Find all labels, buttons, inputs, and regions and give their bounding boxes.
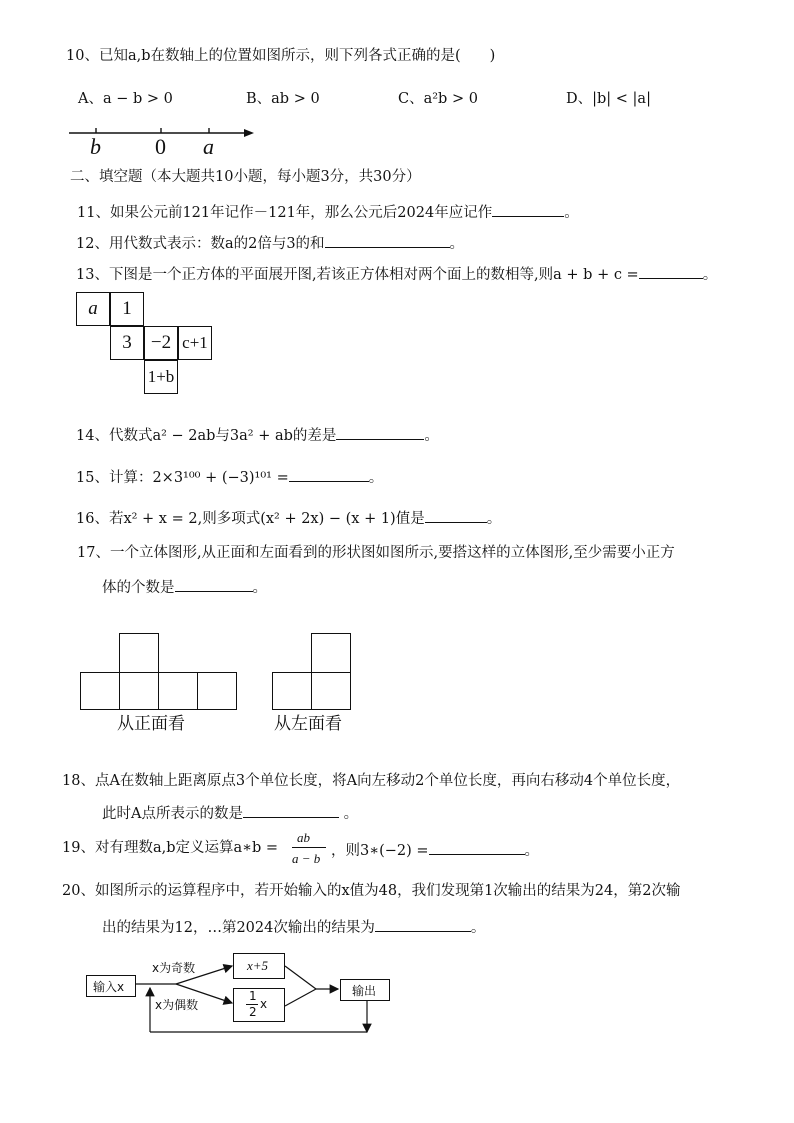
q19-pre: 19、对有理数a,b定义运算a∗b = xyxy=(62,840,279,856)
net-cell-neg2: −2 xyxy=(144,326,178,360)
axis-label-zero: 0 xyxy=(155,134,166,159)
left-view-square xyxy=(311,672,351,710)
flow-output-label: 输出 xyxy=(352,984,377,998)
q16: 16、若x² + x = 2,则多项式(x² + 2x) − (x + 1)值是 。 xyxy=(76,508,501,528)
answer-blank[interactable] xyxy=(429,840,525,855)
net-cell-1: 1 xyxy=(110,292,144,326)
q19-numerator: ab xyxy=(297,830,310,845)
flow-op1-label: x+5 xyxy=(247,958,269,973)
front-view-square xyxy=(158,672,198,710)
flow-op2-var: x xyxy=(260,997,268,1011)
answer-blank[interactable] xyxy=(375,917,471,932)
q13: 13、下图是一个正方体的平面展开图,若该正方体相对两个面上的数相等,则a + b + c = 。 xyxy=(76,264,717,284)
net-cell-3: 3 xyxy=(110,326,144,360)
answer-blank[interactable] xyxy=(425,508,487,523)
answer-blank[interactable] xyxy=(325,233,450,248)
q10-option-b: B、ab > 0 xyxy=(246,91,320,107)
q17-line2: 体的个数是 。 xyxy=(102,577,267,597)
flow-input-label: 输入x xyxy=(93,980,125,994)
q12: 12、用代数式表示：数a的2倍与3的和 。 xyxy=(76,233,464,253)
fraction-bar xyxy=(292,847,326,848)
left-view-label: 从左面看 xyxy=(274,714,342,734)
flow-odd-label: x为奇数 xyxy=(152,961,196,975)
net-cell-a: a xyxy=(76,292,110,326)
front-view-square xyxy=(119,672,159,710)
flow-op2-numerator: 1 xyxy=(249,989,257,1003)
flow-even-label: x为偶数 xyxy=(155,998,199,1012)
front-view-top-square xyxy=(119,633,159,673)
section-heading: 二、填空题（本大题共10小题，每小题3分，共30分） xyxy=(70,169,421,185)
q10-option-d: D、|b| < |a| xyxy=(566,91,651,107)
answer-blank[interactable] xyxy=(289,467,369,482)
axis-label-b: b xyxy=(90,134,101,159)
answer-blank[interactable] xyxy=(336,425,424,440)
q11: 11、如果公元前121年记作－121年，那么公元后2024年应记作 。 xyxy=(77,202,579,222)
left-view-square xyxy=(272,672,312,710)
answer-blank[interactable] xyxy=(243,803,339,818)
left-view-top-square xyxy=(311,633,351,673)
axis-label-a: a xyxy=(203,134,214,159)
q14: 14、代数式a² − 2ab与3a² + ab的差是 。 xyxy=(76,425,439,445)
front-view-square xyxy=(80,672,120,710)
q15: 15、计算：2×3¹⁰⁰ + (−3)¹⁰¹ = 。 xyxy=(76,467,383,487)
q17-line1: 17、一个立体图形,从正面和左面看到的形状图如图所示,要搭这样的立体图形,至少需要小正方 xyxy=(77,545,675,561)
q19-post: ，则3∗(−2) = 。 xyxy=(331,840,539,860)
q20-line1: 20、如图所示的运算程序中，若开始输入的x值为48，我们发现第1次输出的结果为24，第2次输 xyxy=(62,883,681,899)
flow-op2-box xyxy=(233,988,285,1022)
q18-line1: 18、点A在数轴上距离原点3个单位长度，将A向左移动2个单位长度，再向右移动4个单位长度， xyxy=(62,773,681,789)
answer-blank[interactable] xyxy=(639,264,703,279)
q10-option-a: A、a − b > 0 xyxy=(78,91,173,107)
net-cell-c-plus-1: c+1 xyxy=(178,326,212,360)
q18-line2: 此时A点所表示的数是 。 xyxy=(102,803,358,823)
front-view-square xyxy=(197,672,237,710)
answer-blank[interactable] xyxy=(175,577,253,592)
q10-stem: 10、已知a,b在数轴上的位置如图所示，则下列各式正确的是( ) xyxy=(66,48,496,64)
front-view-label: 从正面看 xyxy=(117,714,185,734)
answer-blank[interactable] xyxy=(492,202,564,217)
q20-line2: 出的结果为12，…第2024次输出的结果为 。 xyxy=(102,917,485,937)
q19-denominator: a − b xyxy=(292,851,321,866)
q10-option-c: C、a²b > 0 xyxy=(398,91,478,107)
net-cell-1-plus-b: 1+b xyxy=(144,360,178,394)
flow-op2-denominator: 2 xyxy=(249,1005,257,1019)
